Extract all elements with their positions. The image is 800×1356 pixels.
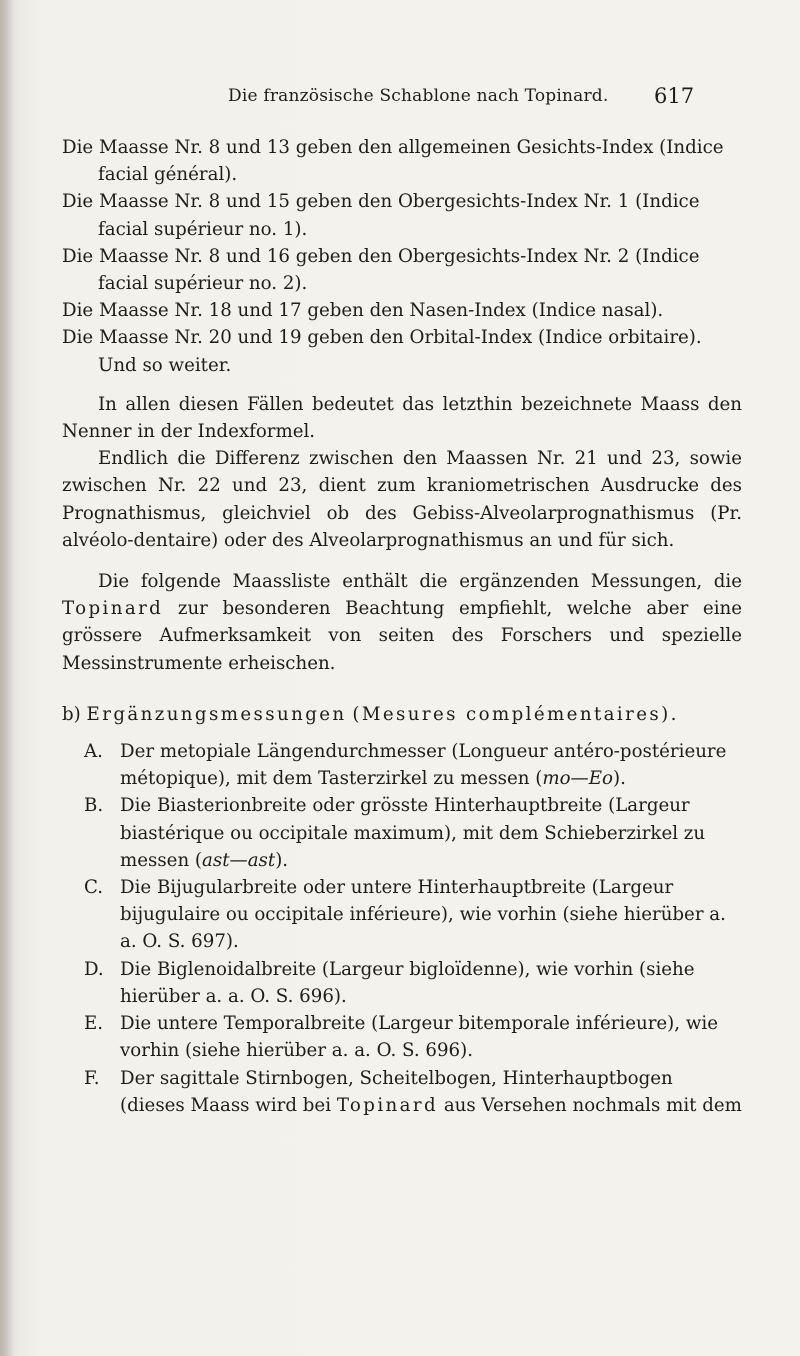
list-text: Der metopiale Längendurchmesser (Longueur antéro-postérieure métopique), mit dem Tasterzirkel zu messen ( [120, 741, 727, 790]
list-tail: ). [612, 768, 626, 790]
list-text: Die Biglenoidalbreite (Largeur bigloïdenne), wie vorhin (siehe hierüber a. a. O. S. 696). [120, 958, 695, 1007]
author-name: Topinard [62, 598, 164, 620]
list-text: Die Biasterionbreite oder grösste Hinterhauptbreite (Largeur biastérique ou occipitale maximum), mit dem Schieberzirkel zu messen ( [120, 795, 706, 871]
list-item [84, 1010, 742, 1064]
list-text: aus Versehen nochmals mit dem [443, 1094, 742, 1116]
list-tail: ). [275, 849, 289, 871]
list-letter: E. [84, 1013, 104, 1035]
paragraph: Endlich die Differenz zwischen den Maassen Nr. 21 und 23, sowie zwischen Nr. 22 und 23, dient zum kraniometrischen Ausdrucke des Prognathismus, gleichviel ob des Gebiss-Alveolarprognathismus (Pr. alvéolo-dentaire) oder des Alveolarprognathismus an und für sich. [62, 448, 742, 551]
list-text: Die Bijugularbreite oder untere Hinterhauptbreite (Largeur bijugulaire ou occipitale inférieure), wie vorhin (siehe hierüber a. a. O. S. 697). [120, 877, 726, 953]
page-header [0, 86, 800, 116]
measure-line: Die Maasse Nr. 8 und 16 geben den Obergesichts-Index Nr. 2 (Indice facial supérieur no. 2). [62, 245, 700, 295]
intro-paragraph [62, 568, 742, 677]
intro-text: Die folgende Maassliste enthält die ergänzenden Messungen, die [98, 571, 742, 593]
list-italic: mo—Eo [542, 768, 613, 790]
list-letter: F. [84, 1067, 100, 1089]
intro-text: zur besonderen Beachtung empfiehlt, welche aber eine grössere Aufmerksamkeit von seiten des Forschers und spezielle Messinstrumente erheischen. [62, 598, 742, 674]
measure-line: Die Maasse Nr. 20 und 19 geben den Orbital-Index (Indice orbitaire). [62, 327, 702, 349]
section-subtitle: (Mesures complémentaires). [352, 703, 679, 725]
section-heading [62, 701, 742, 728]
list-italic: ast—ast [202, 849, 276, 871]
list-item [84, 874, 742, 956]
page-body [62, 134, 742, 1119]
running-title: Die französische Schablone nach Topinard. [228, 86, 609, 106]
list-text: Die untere Temporalbreite (Largeur bitemporale inférieure), wie vorhin (siehe hierüber a. a. O. S. 696). [120, 1013, 718, 1062]
list-item [84, 1065, 742, 1119]
measure-line: Die Maasse Nr. 18 und 17 geben den Nasen-Index (Indice nasal). [62, 300, 664, 322]
list-letter: C. [84, 877, 104, 899]
list-item [84, 956, 742, 1010]
list-item [84, 738, 742, 792]
list-item [84, 792, 742, 874]
list-letter: A. [84, 741, 103, 763]
section-prefix: b) [62, 703, 81, 725]
author-name: Topinard [336, 1094, 439, 1116]
measure-line: Die Maasse Nr. 8 und 15 geben den Obergesichts-Index Nr. 1 (Indice facial supérieur no. 1). [62, 191, 700, 240]
list-letter: D. [84, 958, 104, 980]
measure-line: Die Maasse Nr. 8 und 13 geben den allgemeinen Gesichts-Index (Indice facial général). [62, 137, 724, 186]
list-text: Der sagittale Stirnbogen, Scheitelbogen, Hinterhauptbogen (dieses Maass wird bei [120, 1067, 673, 1116]
page-number: 617 [654, 84, 695, 108]
gutter-shadow [0, 0, 14, 1356]
paragraph: In allen diesen Fällen bedeutet das letzthin bezeichnete Maass den Nenner in der Indexformel. [62, 393, 742, 443]
section-title: Ergänzungsmessungen [86, 703, 347, 725]
und-so-weiter: Und so weiter. [98, 354, 232, 376]
list-letter: B. [84, 795, 104, 817]
